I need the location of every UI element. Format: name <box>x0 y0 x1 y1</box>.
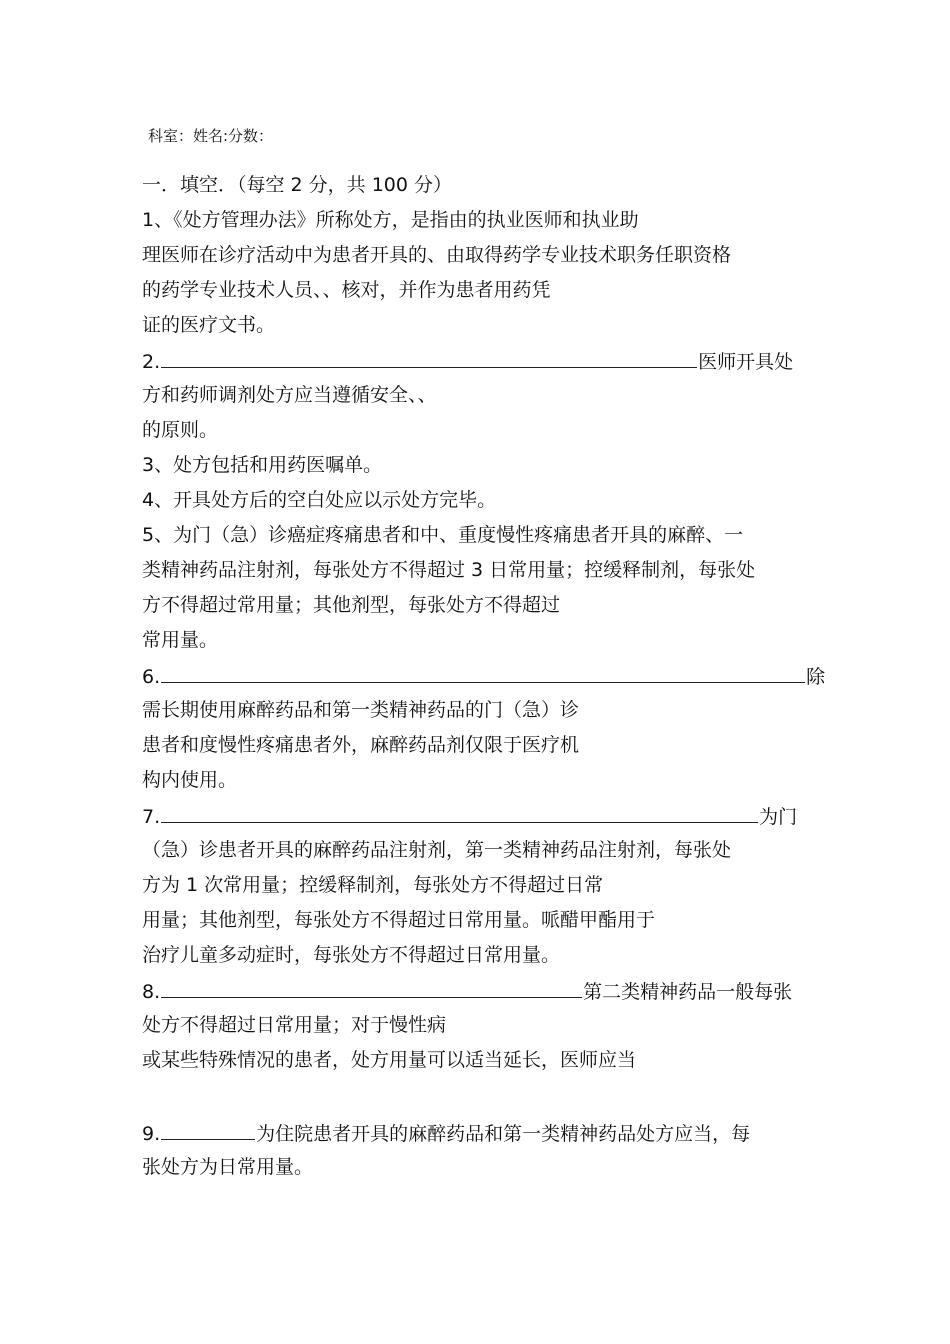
q8-answer-blank[interactable] <box>161 977 582 998</box>
q8-line-3: 或某些特殊情况的患者，处方用量可以适当延长，医师应当 <box>142 1049 637 1071</box>
q6-line-4: 构内使用。 <box>142 769 238 791</box>
q1-line-2: 理医师在诊疗活动中为患者开具的、由取得药学专业技术职务任职资格 <box>142 244 732 266</box>
q6-line-3: 患者和度慢性疼痛患者外，麻醉药品剂仅限于医疗机 <box>142 734 580 756</box>
q5-line-2: 类精神药品注射剂，每张处方不得超过 3 日常用量；控缓释制剂，每张处 <box>142 559 756 581</box>
q8-number: 8. <box>142 981 161 1003</box>
q5-line-3: 方不得超过常用量；其他剂型，每张处方不得超过 <box>142 594 561 616</box>
q2-line-3: 的原则。 <box>142 419 219 441</box>
q9-line-1 <box>142 1119 750 1147</box>
q7-line-4: 用量；其他剂型，每张处方不得超过日常用量。哌醋甲酯用于 <box>142 909 656 931</box>
q1-line-3: 的药学专业技术人员、、核对，并作为患者用药凭 <box>142 279 551 301</box>
q3-line-1: 3、处方包括和用药医嘱单。 <box>142 454 383 476</box>
section-title: 一．填空．（每空 2 分，共 100 分） <box>142 174 453 196</box>
q7-line-3: 方为 1 次常用量；控缓释制剂，每张处方不得超过日常 <box>142 874 604 896</box>
header-info-line: 科室：姓名:分数： <box>148 127 274 145</box>
q5-line-1: 5、为门（急）诊癌症疼痛患者和中、重度慢性疼痛患者开具的麻醉、一 <box>142 524 744 546</box>
q2-line-1-tail: 医师开具处 <box>698 351 794 373</box>
q6-line-2: 需长期使用麻醉药品和第一类精神药品的门（急）诊 <box>142 699 580 721</box>
q6-line-1-tail: 除 <box>806 666 826 688</box>
q6-answer-blank[interactable] <box>161 662 805 683</box>
q8-line-1 <box>142 977 792 1005</box>
q2-number: 2. <box>142 351 161 373</box>
q7-line-1 <box>142 802 797 830</box>
q5-line-4: 常用量。 <box>142 629 219 651</box>
q7-line-5: 治疗儿童多动症时，每张处方不得超过日常用量。 <box>142 944 561 966</box>
q2-line-2: 方和药师调剂处方应当遵循安全、、 <box>142 384 437 406</box>
q9-number: 9. <box>142 1123 161 1145</box>
q4-line-1: 4、开具处方后的空白处应以示处方完毕。 <box>142 489 497 511</box>
q1-line-4: 证的医疗文书。 <box>142 314 276 336</box>
q9-line-2: 张处方为日常用量。 <box>142 1156 314 1178</box>
q6-number: 6. <box>142 666 161 688</box>
q7-answer-blank[interactable] <box>161 802 758 823</box>
q2-answer-blank[interactable] <box>161 347 697 368</box>
q6-line-1 <box>142 662 825 690</box>
q8-line-1-tail: 第二类精神药品一般每张 <box>583 981 793 1003</box>
q7-number: 7. <box>142 806 161 828</box>
q7-line-2: （急）诊患者开具的麻醉药品注射剂，第一类精神药品注射剂，每张处 <box>142 839 732 861</box>
q2-line-1 <box>142 347 793 375</box>
q9-line-1-tail: 为住院患者开具的麻醉药品和第一类精神药品处方应当，每 <box>256 1123 751 1145</box>
q9-answer-blank[interactable] <box>161 1119 255 1140</box>
q8-line-2: 处方不得超过日常用量；对于慢性病 <box>142 1014 447 1036</box>
q1-line-1: 1、《处方管理办法》所称处方，是指由的执业医师和执业助 <box>142 209 639 231</box>
q7-line-1-tail: 为门 <box>759 806 798 828</box>
